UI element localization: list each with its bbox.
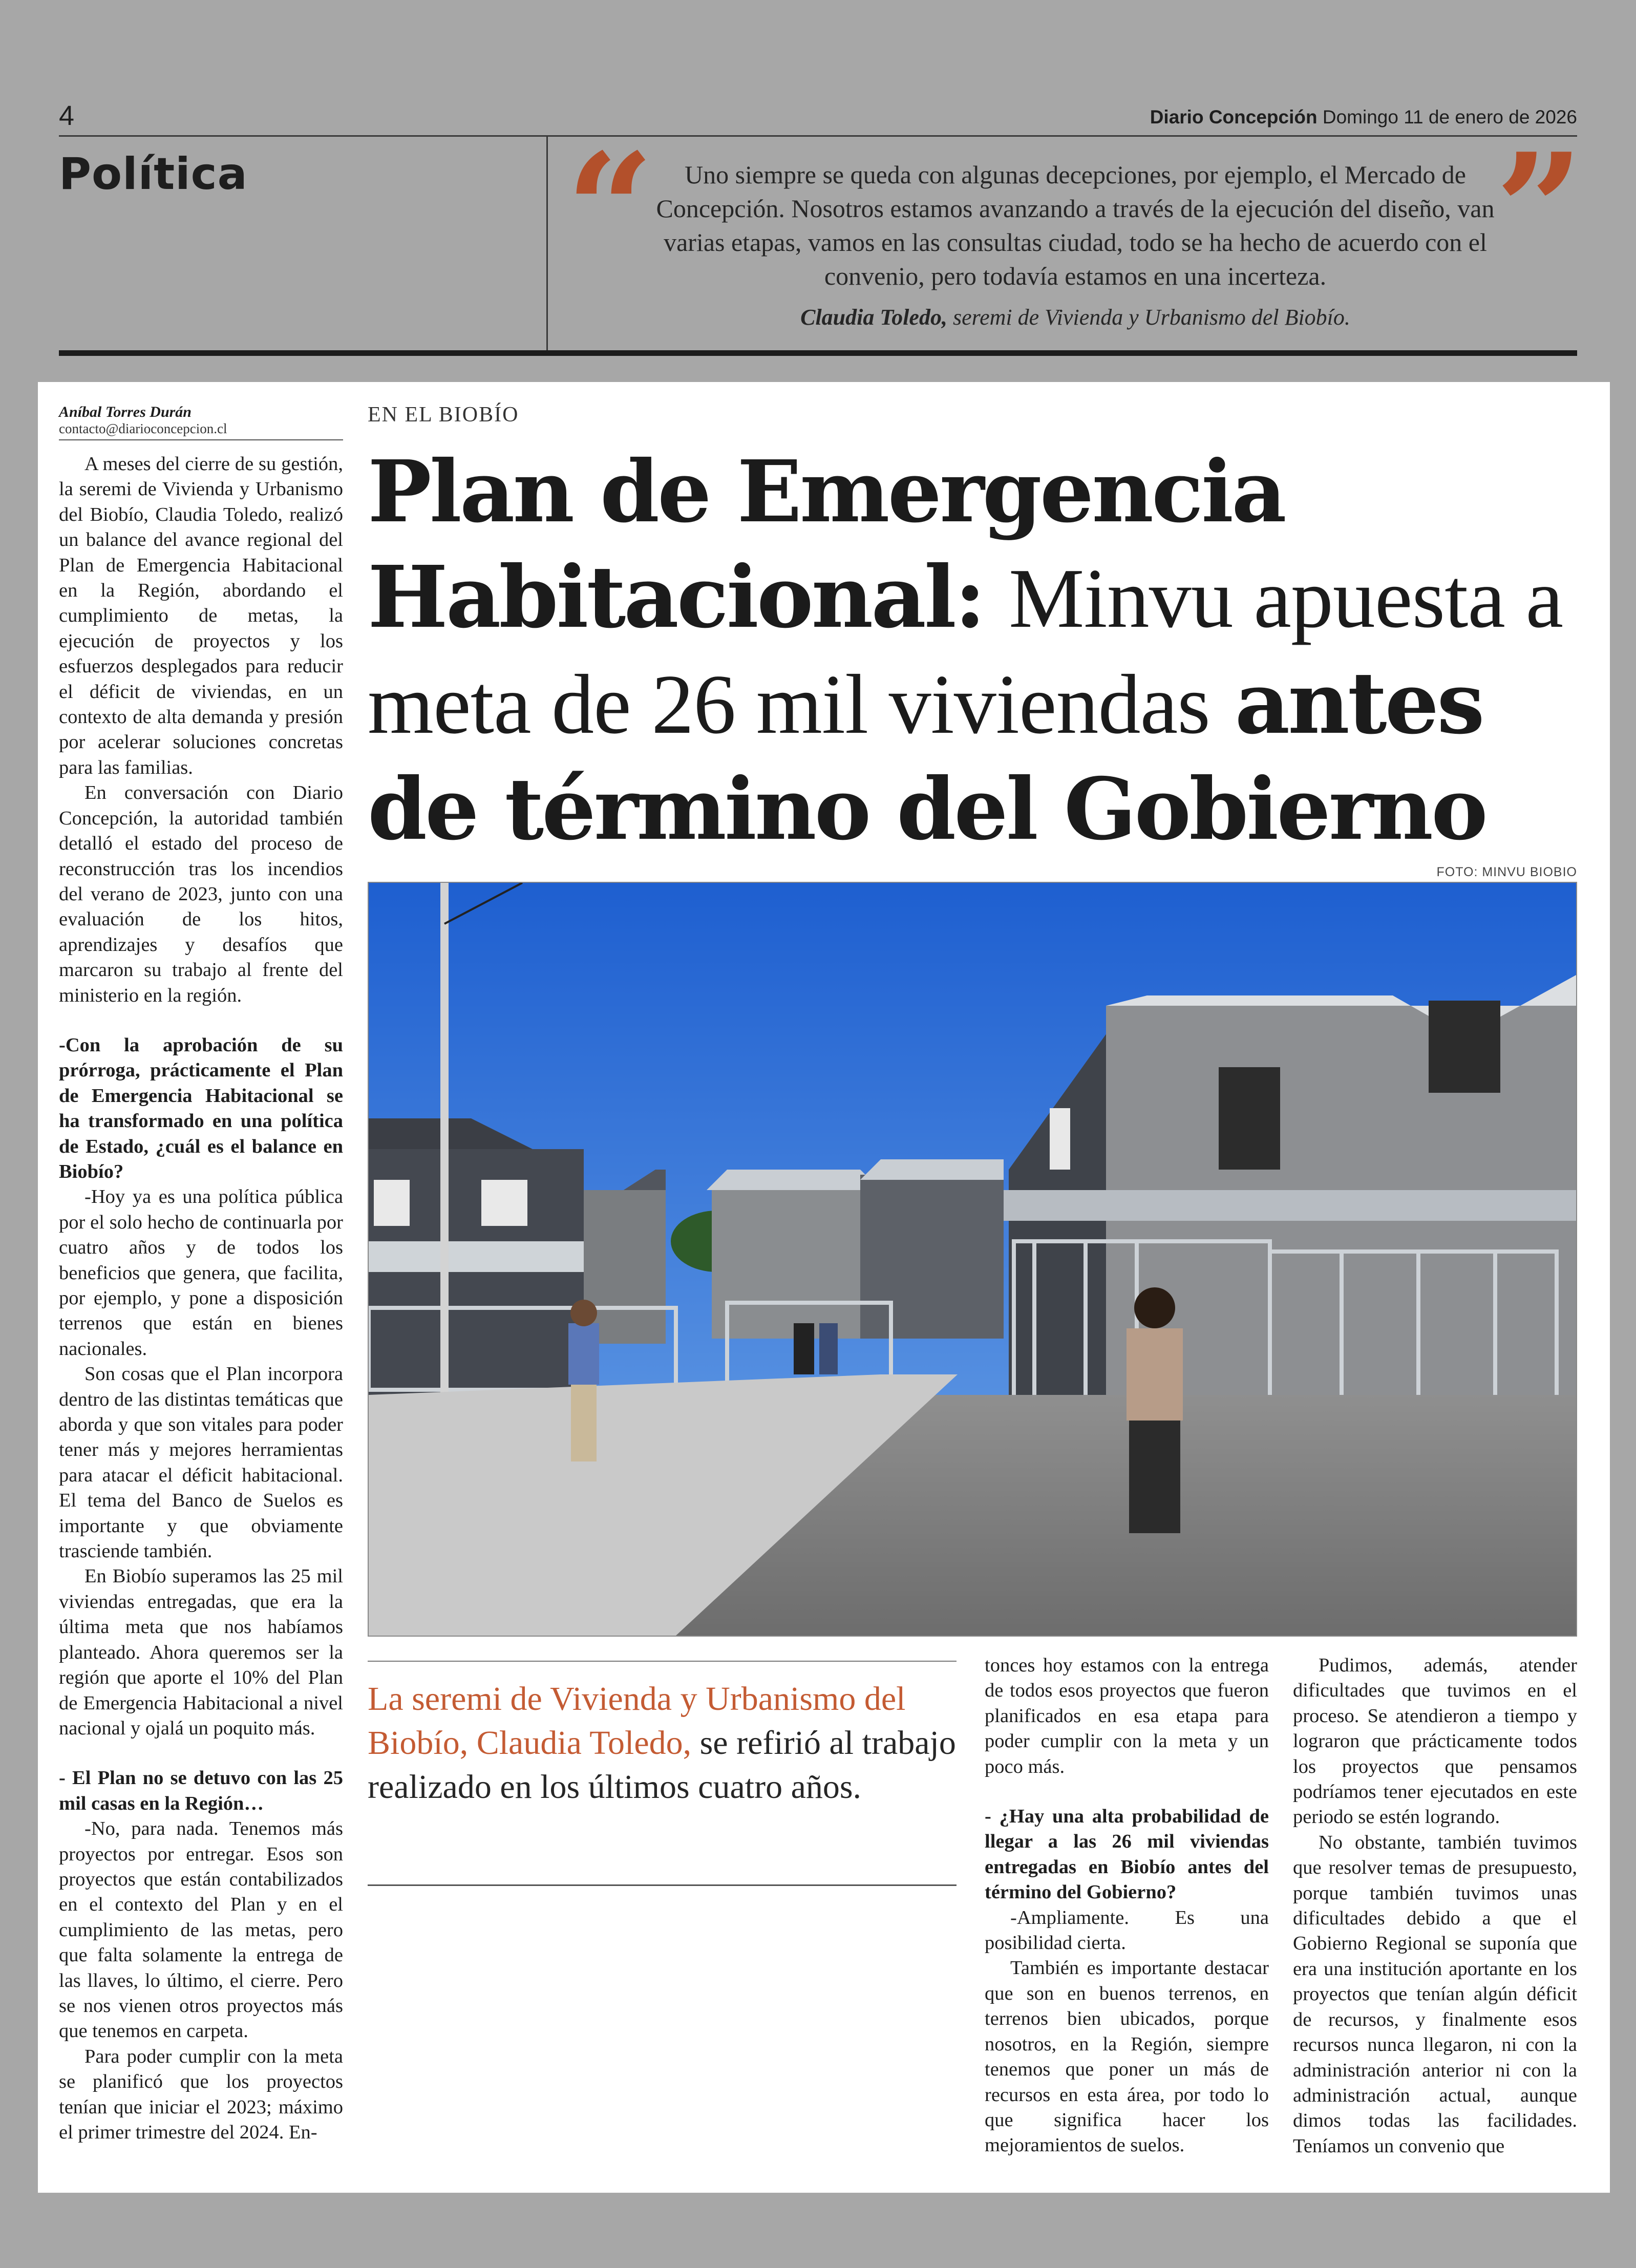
article-column-3	[985, 1653, 1269, 2158]
interview-question: -Con la aprobación de su prórroga, prácticamente el Plan de Emergencia Habitacional se ha transformado en una política de Estado, ¿cuál es el balance en Biobío?	[59, 1034, 343, 1182]
header-bottom-rule	[59, 350, 1577, 356]
section-title: Política	[59, 149, 248, 200]
caption-rule	[368, 1661, 957, 1662]
open-quote-icon: “	[566, 119, 654, 300]
paragraph: A meses del cierre de su gestión, la seremi de Vivienda y Urbanismo del Biobío, Claudia Toledo, realizó un balance del avance regional del Plan de Emergencia Habitacional en la Región, abordando el cumplimiento de metas, la ejecución de proyectos y los esfuerzos desplegados para reducir el déficit de viviendas, en un contexto de alta demanda y presión por acelerar soluciones concretas para las familias.	[59, 453, 343, 778]
paragraph: -Hoy ya es una política pública por el solo hecho de continuarla por cuatro años y de todos los beneficios que genera, que facilita, por ejemplo, y pone a disposición terrenos que están en bienes nacionales.	[59, 1186, 343, 1360]
paragraph: -Ampliamente. Es una posibilidad cierta.	[985, 1906, 1269, 1954]
top-rule	[59, 135, 1577, 137]
interview-question: - ¿Hay una alta probabilidad de llegar a las 26 mil viviendas entregadas en Biobío antes del término del Gobierno?	[985, 1806, 1269, 1903]
paragraph: En Biobío superamos las 25 mil viviendas entregadas, que era la última meta que nos habíamos planteado. Ahora queremos ser la región que aporte el 10% del Plan de Emergencia Habitacional a nivel nacional y ojalá un poquito más.	[59, 1565, 343, 1739]
paragraph: tonces hoy estamos con la entrega de todos esos proyectos que fueron planificados en esa etapa para poder cumplir con la meta y un poco más.	[985, 1655, 1269, 1777]
author-email[interactable]: contacto@diarioconcepcion.cl	[59, 421, 343, 440]
header-divider	[546, 137, 548, 352]
page-number: 4	[59, 100, 75, 131]
caption-bottom-rule	[368, 1884, 957, 1886]
person-left	[568, 1300, 599, 1461]
article-headline	[368, 439, 1577, 862]
paragraph: Pudimos, además, atender dificultades que tuvimos en el proceso. Se atendieron a tiempo y lograron que prácticamente todos los proyectos que pensamos podríamos tener ejecutados en este periodo se estén logrando.	[1293, 1655, 1577, 1828]
interview-question: - El Plan no se detuvo con las 25 mil casas en la Región…	[59, 1767, 343, 1814]
paper-name: Diario Concepción	[1150, 107, 1318, 128]
article-kicker: EN EL BIOBÍO	[368, 403, 519, 427]
paragraph: No obstante, también tuvimos que resolver temas de presupuesto, porque también tuvimos unas dificultades debido a que el Gobierno Regional se suponía que era una institución aportante en los proyectos que tenían algún déficit de recursos, y finalmente esos recursos nunca llegaron, ni con la administración anterior ni con la administración actual, aunque dimos todas las facilidades. Teníamos un convenio que	[1293, 1831, 1577, 2157]
middle-house	[584, 1159, 1004, 1344]
paragraph: En conversación con Diario Concepción, la autoridad también detalló el estado del proceso de reconstrucción tras los incendios del verano de 2023, junto con una evaluación de los hitos, aprendizajes y desafíos que marcaron su trabajo al frente del ministerio en la región.	[59, 782, 343, 1006]
article-photo	[368, 882, 1577, 1637]
author-name: Aníbal Torres Durán	[59, 404, 192, 420]
quote-author-role: seremi de Vivienda y Urbanismo del Biobío.	[952, 305, 1350, 330]
pull-quote-text: Uno siempre se queda con algunas decepciones, por ejemplo, el Mercado de Concepción. Nosotros estamos avanzando a través de la ejecución del diseño, van varias etapas, vamos en las consultas ciudad, todo se ha hecho de acuerdo con el convenio, pero todavía estamos en una incerteza.	[656, 160, 1495, 290]
pull-quote-attribution	[650, 304, 1500, 330]
paragraph: También es importante destacar que son en buenos terrenos, en terrenos bien ubicados, porque nosotros, en la Región, siempre tenemos que poner un más de recursos en esta área, por todo lo que significa hacer los mejoramientos de suelos.	[985, 1957, 1269, 2156]
housing-scene-illustration	[369, 883, 1576, 1636]
photo-caption	[368, 1677, 957, 1809]
headline-light-part: Minvu apuesta a meta de 26 mil viviendas	[368, 551, 1563, 751]
paragraph: Son cosas que el Plan incorpora dentro de las distintas temáticas que aborda y que son vitales para poder tener más y mejores herramientas para atacar el déficit habitacional. El tema del Banco de Suelos es importante y que obviamente trasciende también.	[59, 1363, 343, 1562]
caption-text: se refirió al trabajo realizado en los últimos cuatro años.	[368, 1724, 956, 1806]
close-quote-icon: ”	[1495, 119, 1584, 300]
quote-author: Claudia Toledo,	[800, 305, 947, 330]
issue-date: Domingo 11 de enero de 2026	[1322, 107, 1577, 128]
headline-bold-part: antes de término del Gobierno	[368, 653, 1486, 859]
headline-bold-part: Plan de Emergencia Habitacional:	[368, 442, 1285, 647]
article-column-1	[59, 452, 343, 2145]
paragraph: Para poder cumplir con la meta se planificó que los proyectos tenían que iniciar el 2023; máximo el primer trimestre del 2024. En-	[59, 2045, 343, 2143]
photo-credit: FOTO: MINVU BIOBIO	[1436, 865, 1577, 879]
paragraph: -No, para nada. Tenemos más proyectos por entregar. Esos son proyectos que están contabilizados en el contexto del Plan y en el cumplimiento de las metas, pero que falta solamente la entrega de las llaves, lo último, el cierre. Pero se nos vienen otros proyectos más que tenemos en carpeta.	[59, 1818, 343, 2042]
byline	[59, 404, 343, 440]
caption-accent: La seremi de Vivienda y Urbanismo del Biobío, Claudia Toledo,	[368, 1680, 906, 1762]
article-column-4	[1293, 1653, 1577, 2159]
